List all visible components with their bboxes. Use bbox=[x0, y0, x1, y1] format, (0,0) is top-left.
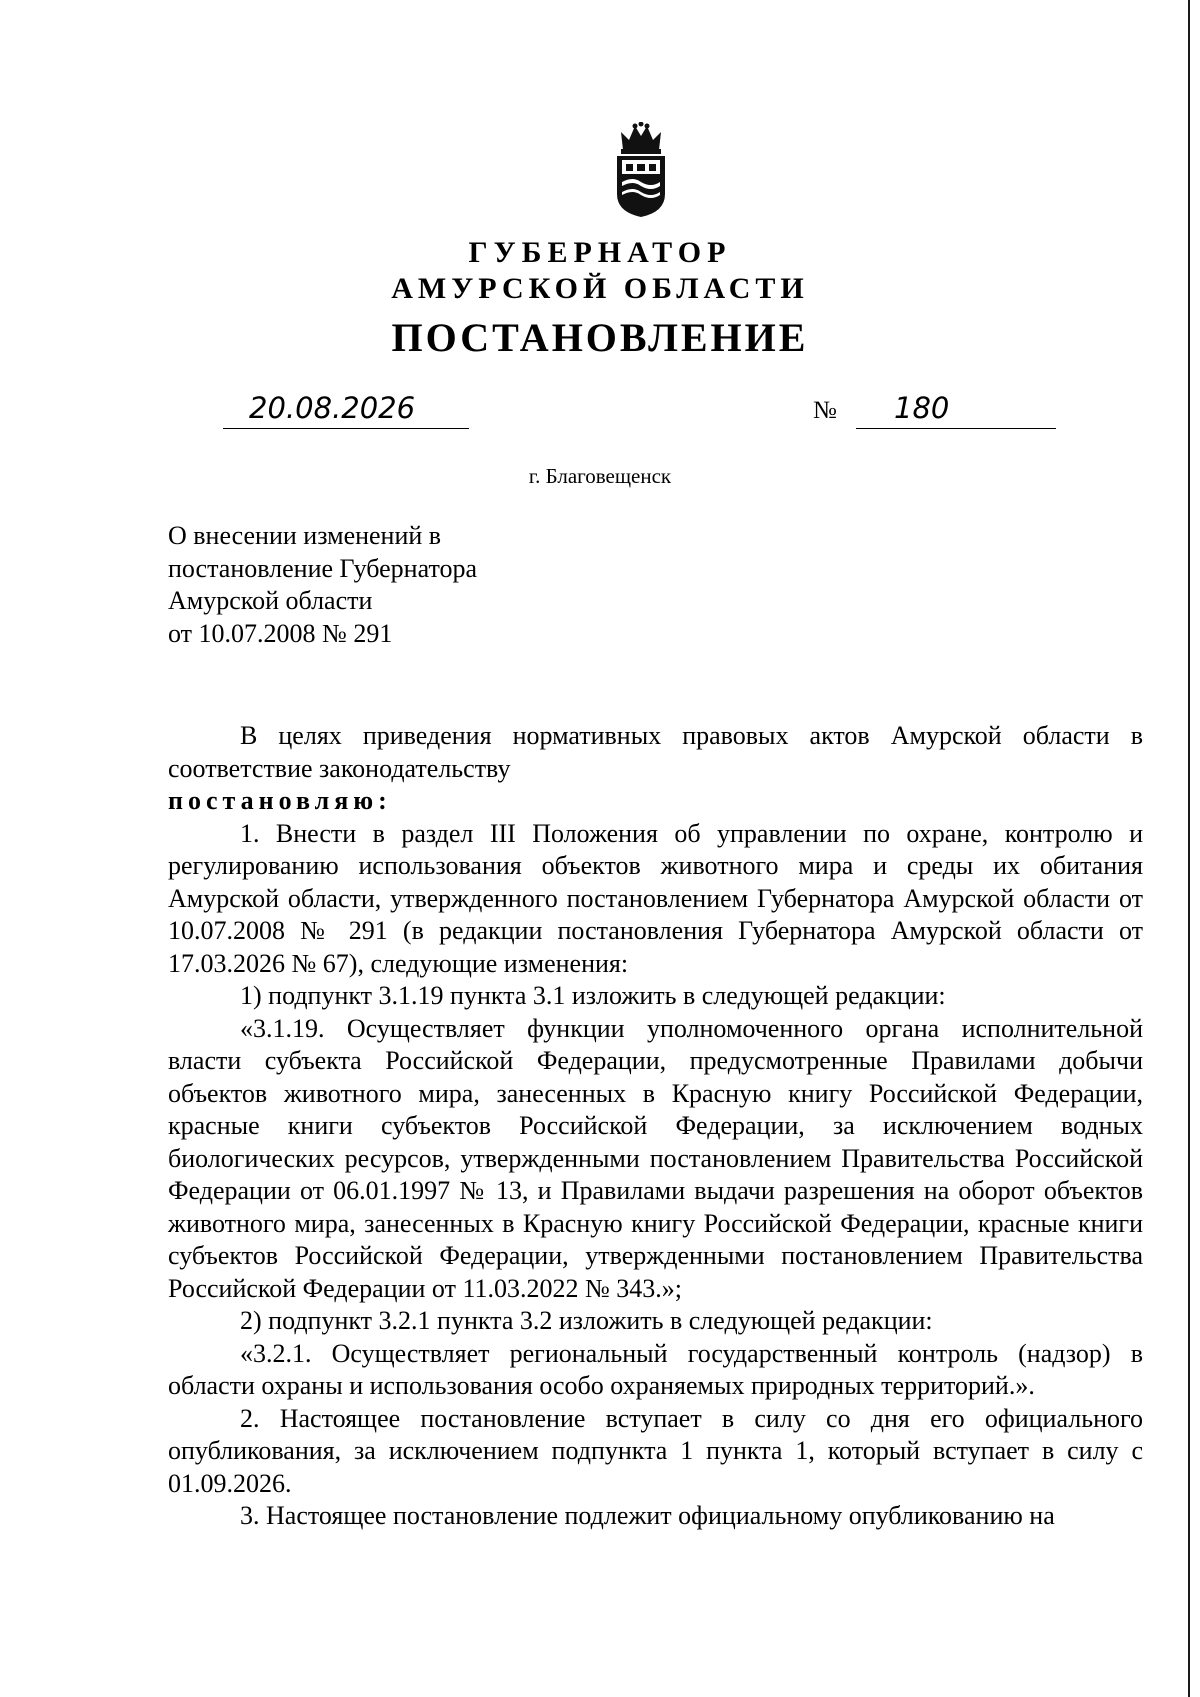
item-3-paragraph: 3. Настоящее постановление подлежит официальному опубликованию на bbox=[240, 1501, 1055, 1530]
number-sign: № bbox=[813, 397, 837, 424]
document-type: ПОСТАНОВЛЕНИЕ bbox=[391, 315, 809, 360]
decree-word: постановляю: bbox=[168, 786, 392, 815]
document-subject bbox=[168, 520, 688, 650]
subitem-2-paragraph: 2) подпункт 3.2.1 пункта 3.2 изложить в следующей редакции: bbox=[240, 1306, 933, 1335]
item-1-paragraph: 1. Внести в раздел III Положения об управлении по охране, контролю и регулированию использования объектов животного мира и среды их обитания Амурской области, утвержденного постановлением Губернатора Амурской области от 10.07.2008 № 291 (в редакции постановления Губернатора Амурской области от 17.03.2026 № 67), следующие изменения: bbox=[168, 818, 1143, 978]
subject-line: от 10.07.2008 № 291 bbox=[168, 618, 393, 648]
subject-line: О внесении изменений в bbox=[168, 521, 442, 550]
subitem-1-paragraph: 1) подпункт 3.1.19 пункта 3.1 изложить в следующей редакции: bbox=[240, 981, 946, 1010]
city-line: г. Благовещенск bbox=[528, 464, 672, 488]
issuer-region: АМУРСКОЙ ОБЛАСТИ bbox=[391, 272, 809, 305]
document-body bbox=[168, 720, 1143, 1533]
date-field bbox=[223, 392, 469, 429]
subitem-2-text-paragraph: «3.2.1. Осуществляет региональный государственный контроль (надзор) в области охраны и использования особо охраняемых природных территорий.». bbox=[168, 1338, 1143, 1400]
preamble-paragraph: В целях приведения нормативных правовых актов Амурской области в соответствие законодательству bbox=[168, 721, 1143, 783]
amur-oblast-coat-of-arms-icon bbox=[613, 122, 669, 218]
subject-line: постановление Губернатора bbox=[168, 553, 478, 583]
handwritten-date: 20.08.2026 bbox=[249, 391, 416, 425]
item-2-paragraph: 2. Настоящее постановление вступает в силу со дня его официального опубликования, за исключением подпункта 1 пункта 1, который вступает в силу с 01.09.2026. bbox=[168, 1403, 1143, 1498]
subject-line: Амурской области bbox=[168, 586, 373, 615]
handwritten-number: 180 bbox=[894, 391, 950, 425]
subitem-1-text-paragraph: «3.1.19. Осуществляет функции уполномоченного органа исполнительной власти субъекта Российской Федерации, предусмотренные Правилами добычи объектов животного мира, занесенных в Красную книгу Российской Федерации, красные книги субъектов Российской Федерации, за исключением водных биологических ресурсов, утвержденными постановлением Правительства Российской Федерации от 06.01.1997 № 13, и Правилами выдачи разрешения на оборот объектов животного мира, занесенных в Красную книгу Российской Федерации, красные книги субъектов Российской Федерации, утвержденными постановлением Правительства Российской Федерации от 11.03.2022 № 343.»; bbox=[168, 1013, 1143, 1303]
number-field bbox=[856, 392, 1056, 429]
issuer-title: ГУБЕРНАТОР bbox=[468, 236, 732, 269]
